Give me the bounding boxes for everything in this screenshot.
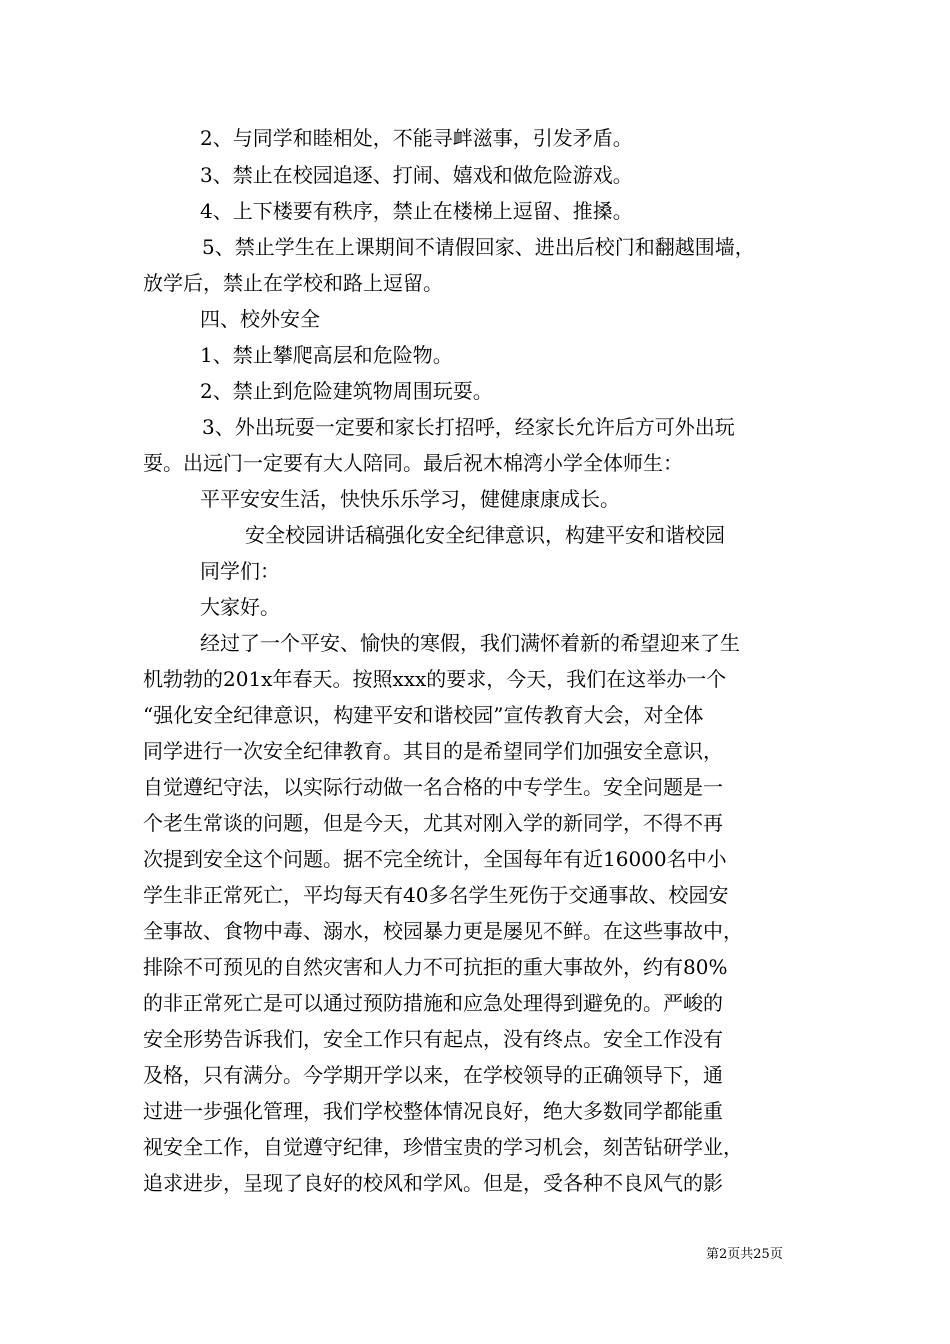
text-line: 排除不可预见的自然灾害和人力不可抗拒的重大事故外，约有80% (143, 955, 728, 979)
section-heading: 四、校外安全 (200, 307, 320, 331)
text-line: 同学进行一次安全纪律教育。其目的是希望同学们加强安全意识， (143, 739, 723, 763)
text-line: 2、禁止到危险建筑物周围玩耍。 (200, 379, 493, 403)
text-line: 自觉遵纪守法，以实际行动做一名合格的中专学生。安全问题是一 (143, 775, 723, 799)
text-line: 全事故、食物中毒、溺水，校园暴力更是屡见不鲜。在这些事故中， (143, 919, 743, 943)
text-line: 5、禁止学生在上课期间不请假回家、进出后校门和翻越围墙， (202, 235, 755, 259)
text-line: 过进一步强化管理，我们学校整体情况良好，绝大多数同学都能重 (143, 1099, 723, 1123)
text-line: 1、禁止攀爬高层和危险物。 (200, 343, 453, 367)
text-line: 4、上下楼要有秩序，禁止在楼梯上逗留、推搡。 (200, 199, 633, 223)
text-line: 平平安安生活，快快乐乐学习，健健康康成长。 (200, 487, 620, 511)
text-line: 安全形势告诉我们，安全工作只有起点，没有终点。安全工作没有 (143, 1027, 723, 1051)
text-line: 3、外出玩耍一定要和家长打招呼，经家长允许后方可外出玩 (202, 415, 735, 439)
text-line: 放学后，禁止在学校和路上逗留。 (143, 271, 443, 295)
text-line: 的非正常死亡是可以通过预防措施和应急处理得到避免的。严峻的 (143, 991, 723, 1015)
text-line: 追求进步，呈现了良好的校风和学风。但是，受各种不良风气的影 (143, 1171, 723, 1195)
greeting: 大家好。 (200, 595, 280, 619)
text-line: 及格，只有满分。今学期开学以来，在学校领导的正确领导下，通 (143, 1063, 723, 1087)
article-title: 安全校园讲话稿强化安全纪律意识，构建平安和谐校园 (245, 523, 725, 547)
text-line: 个老生常谈的问题，但是今天，尤其对刚入学的新同学，不得不再 (143, 811, 723, 835)
text-line: 经过了一个平安、愉快的寒假，我们满怀着新的希望迎来了生 (200, 631, 740, 655)
text-line: 机勃勃的201x年春天。按照xxx的要求，今天，我们在这举办一个 (143, 667, 727, 691)
text-line: 学生非正常死亡，平均每天有40多名学生死伤于交通事故、校园安 (143, 883, 729, 907)
page-footer: 第2页共25页 (706, 1247, 783, 1262)
text-line: 2、与同学和睦相处，不能寻衅滋事，引发矛盾。 (200, 126, 633, 150)
text-line: 耍。出远门一定要有大人陪同。最后祝木棉湾小学全体师生： (143, 451, 683, 475)
text-line: 次提到安全这个问题。据不完全统计，全国每年有近16000名中小 (143, 847, 727, 871)
text-line: 视安全工作，自觉遵守纪律，珍惜宝贵的学习机会，刻苦钻研学业， (143, 1135, 743, 1159)
text-line: “强化安全纪律意识，构建平安和谐校园”宣传教育大会，对全体 (143, 703, 704, 727)
salutation: 同学们： (200, 559, 280, 583)
text-line: 3、禁止在校园追逐、打闹、嬉戏和做危险游戏。 (200, 163, 633, 187)
